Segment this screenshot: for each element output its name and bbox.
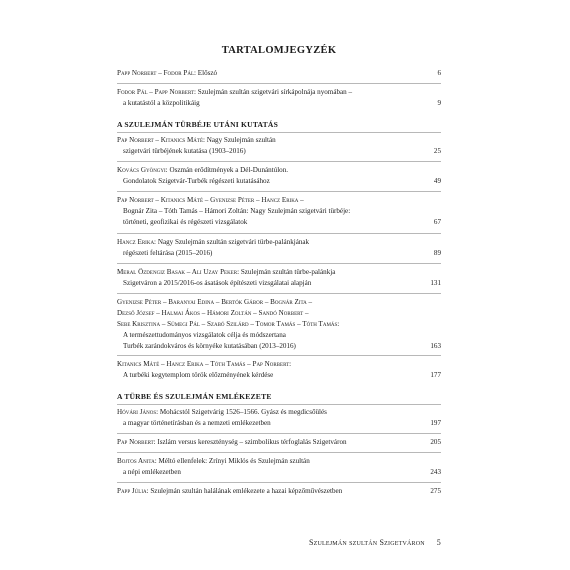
divider (117, 433, 441, 434)
divider (117, 404, 441, 405)
divider (117, 293, 441, 294)
toc-entry[interactable] (117, 237, 441, 259)
toc-entry-authors: Hóvári János: (117, 408, 159, 416)
page-number: 5 (436, 538, 441, 547)
toc-entry-title-cont: történeti, geofizikai és régészeti vizsgálatok (123, 218, 248, 226)
divider (117, 233, 441, 234)
running-footer (117, 538, 441, 547)
toc-entry-page: 197 (430, 419, 441, 427)
toc-entry-title: A turbéki kegytemplom török előzményének kérdése (123, 371, 274, 379)
toc-entry[interactable] (117, 195, 441, 228)
toc-entry-authors: Papp Norbert – Fodor Pál: (117, 69, 196, 77)
toc-entry-title-cont: szigetvári türbéjének kutatása (1903–2016) (123, 147, 246, 155)
toc-entry-page: 177 (430, 371, 441, 379)
divider (117, 132, 441, 133)
toc-entry-title-cont: a népi emlékezetben (123, 468, 181, 476)
toc-entry-title: Iszlám versus kereszténység – szimbolikus térfoglalás Szigetváron (157, 438, 347, 446)
toc-entry-page: 9 (437, 99, 441, 107)
toc-entry[interactable] (117, 165, 441, 187)
table-of-contents-page (117, 40, 441, 555)
toc-entry-authors-cont: Sebe Krisztina – Sümegi Pál – Szabó Szilárd – Tomor Tamás – Tóth Tamás: (117, 320, 340, 328)
toc-entry-title-cont: Gondolatok Szigetvár-Turbék régészeti kutatásához (123, 177, 270, 185)
divider (117, 355, 441, 356)
divider (117, 482, 441, 483)
toc-entry-title-cont: a kutatástól a közpolitikáig (123, 99, 200, 107)
toc-entry[interactable] (117, 135, 441, 157)
toc-entry-authors: Gyenizse Péter – Baranyai Edina – Bertók Gábor – Bognár Zita – (117, 298, 313, 306)
toc-entry-title: Oszmán erődítmények a Dél-Dunántúlon. (169, 166, 289, 174)
toc-entry-page: 67 (433, 218, 441, 226)
toc-entry-page: 49 (433, 177, 441, 185)
toc-entry-title: Nagy Szulejmán szultán (206, 136, 276, 144)
toc-entry[interactable] (117, 267, 441, 289)
toc-entry-authors: Hancz Erika: (117, 238, 157, 246)
toc-entry[interactable] (117, 456, 441, 478)
toc-entry-authors: Pap Norbert – Kitanics Máté – Gyenizse Péter – Hancz Erika – (117, 196, 304, 204)
toc-entry[interactable] (117, 68, 441, 79)
toc-entry[interactable] (117, 297, 441, 352)
toc-entry[interactable] (117, 486, 441, 497)
toc-entry-title: A természettudományos vizsgálatok célja és módszertana (123, 331, 286, 339)
toc-entry-title-cont: Szigetváron a 2015/2016-os ásatások építészeti vizsgálatai alapján (123, 279, 312, 287)
divider (117, 452, 441, 453)
toc-entry-page: 131 (430, 279, 441, 287)
toc-entry-title: Nagy Szulejmán szultán szigetvári türbe-palánkjának (157, 238, 310, 246)
toc-entry-title-cont: Turbék zarándokváros és környéke kutatásában (2013–2016) (123, 342, 296, 350)
toc-entry[interactable] (117, 359, 441, 381)
toc-entry-page: 243 (430, 468, 441, 476)
toc-entry[interactable] (117, 407, 441, 429)
toc-entry-title-cont: a magyar történetírásban és a nemzeti emlékezetben (123, 419, 271, 427)
divider (117, 191, 441, 192)
toc-entry-authors: Kovács Gyöngyi: (117, 166, 168, 174)
running-title: Szulejmán szultán Szigetváron (308, 538, 425, 547)
toc-entry-title-cont: régészeti feltárása (2015–2016) (123, 249, 213, 257)
divider (117, 263, 441, 264)
toc-entry-title: Szulejmán szultán szigetvári sírkápolnája nyomában – (197, 88, 353, 96)
toc-entry-title: Előszó (197, 69, 218, 77)
toc-entry-authors: Papp Júlia: (117, 487, 149, 495)
toc-entry-authors: Pap Norbert – Kitanics Máté: (117, 136, 205, 144)
toc-entry-title: Mohácstól Szigetvárig 1526–1566. Gyász és megdicsőülés (159, 408, 327, 416)
section-heading: A TÜRBE ÉS SZULEJMÁN EMLÉKEZETE (117, 392, 272, 401)
toc-entry-authors: Bojtos Anita: (117, 457, 157, 465)
divider (117, 161, 441, 162)
toc-entry-title: Bognár Zita – Tóth Tamás – Hámori Zoltán: Nagy Szulejmán szigetvári türbéje: (123, 207, 351, 215)
toc-entry-page: 163 (430, 342, 441, 350)
page-title: TARTALOMJEGYZÉK (221, 45, 337, 56)
divider (117, 83, 441, 84)
toc-entry-authors: Fodor Pál – Papp Norbert: (117, 88, 196, 96)
toc-entry[interactable] (117, 87, 441, 109)
toc-entry-authors: Meral Özdengiz Basak – Ali Uzay Peker: (117, 268, 240, 276)
toc-entry[interactable] (117, 437, 441, 448)
toc-entry-page: 205 (430, 438, 441, 446)
toc-entry-page: 89 (433, 249, 441, 257)
toc-entry-title: Méltó ellenfelek: Zrínyi Miklós és Szulejmán szultán (158, 457, 310, 465)
toc-entry-page: 275 (430, 487, 441, 495)
toc-entry-title: Szulejmán szultán halálának emlékezete a hazai képzőművészetben (150, 487, 343, 495)
toc-entry-authors-cont: Dezső József – Halmai Ákos – Hámori Zoltán – Sandó Norbert – (117, 309, 309, 317)
toc-entry-authors: Kitanics Máté – Hancz Erika – Tóth Tamás – Pap Norbert: (117, 360, 292, 368)
toc-entry-authors: Pap Norbert: (117, 438, 156, 446)
toc-entry-page: 25 (433, 147, 441, 155)
toc-entry-page: 6 (437, 69, 441, 77)
section-heading: A SZULEJMÁN TÜRBÉJE UTÁNI KUTATÁS (117, 120, 279, 129)
toc-entry-title: Szulejmán szultán türbe-palánkja (240, 268, 336, 276)
